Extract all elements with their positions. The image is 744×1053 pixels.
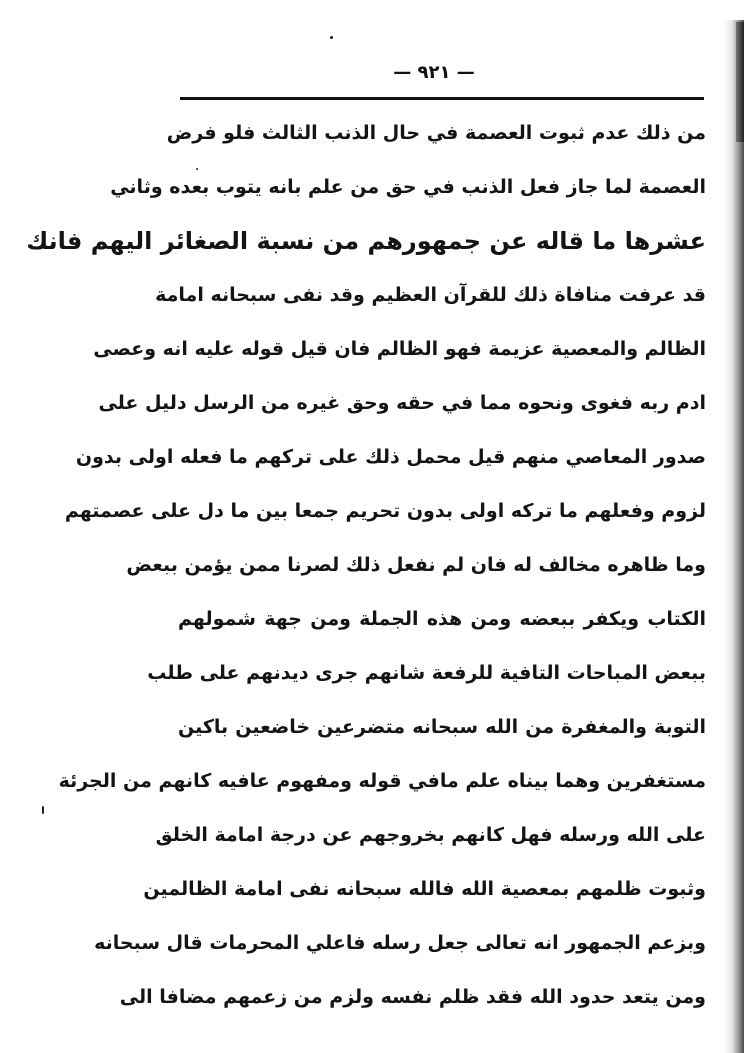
text-line: مستغفرين وهما بيناه علم مافي قوله ومفهوم عافيه كانهم من الجرئة [58, 770, 706, 792]
text-line: على الله ورسله فهل كانهم بخروجهم عن درجة امامة الخلق [155, 824, 706, 846]
header-rule [180, 97, 704, 100]
text-line: التوبة والمغفرة من الله سبحانه متضرعين خاضعين باكين [178, 716, 706, 738]
page-number: — ٩٢١ — [393, 62, 475, 83]
text-line: وبزعم الجمهور انه تعالى جعل رسله فاعلي المحرمات قال سبحانه [94, 932, 706, 954]
text-line: ببعض المباحات التافية للرفعة شانهم جرى ديدنهم على طلب [147, 662, 706, 684]
text-line: قد عرفت منافاة ذلك للقرآن العظيم وقد نفى سبحانه امامة [155, 284, 706, 306]
scan-binding-shadow [736, 22, 744, 142]
text-line: العصمة لما جاز فعل الذنب في حق من علم بانه يتوب بعده وثاني [110, 176, 706, 198]
text-line: الظالم والمعصية عزيمة فهو الظالم فان قيل قوله عليه انه وعصى [93, 338, 706, 360]
scan-page-edge-shadow [722, 20, 744, 1053]
text-line: وما ظاهره مخالف له فان لم نفعل ذلك لصرنا ممن يؤمن ببعض [126, 554, 706, 576]
text-line: لزوم وفعلهم ما تركه اولى بدون تحريم جمعا بين ما دل على عصمتهم [64, 500, 706, 522]
text-line: وثبوت ظلمهم بمعصية الله فالله سبحانه نفى امامة الظالمين [143, 878, 706, 900]
text-line: من ذلك عدم ثبوت العصمة في حال الذنب الثالث فلو فرض [166, 122, 706, 144]
scan-speck [42, 806, 44, 814]
scan-speck [330, 36, 333, 39]
text-line: ادم ربه فغوى ونحوه مما في حقه وحق غيره من الرسل دليل على [98, 392, 706, 414]
text-line: صدور المعاصي منهم قيل محمل ذلك على تركهم ما فعله اولى بدون [75, 446, 706, 468]
text-line: الكتاب ويكفر ببعضه ومن هذه الجملة ومن جهة شمولهم [178, 608, 706, 630]
text-line: ومن يتعد حدود الله فقد ظلم نفسه ولزم من زعمهم مضافا الى [119, 986, 706, 1008]
text-line: عشرها ما قاله عن جمهورهم من نسبة الصغائر اليهم فانك [26, 227, 706, 255]
body-text [26, 106, 706, 1024]
